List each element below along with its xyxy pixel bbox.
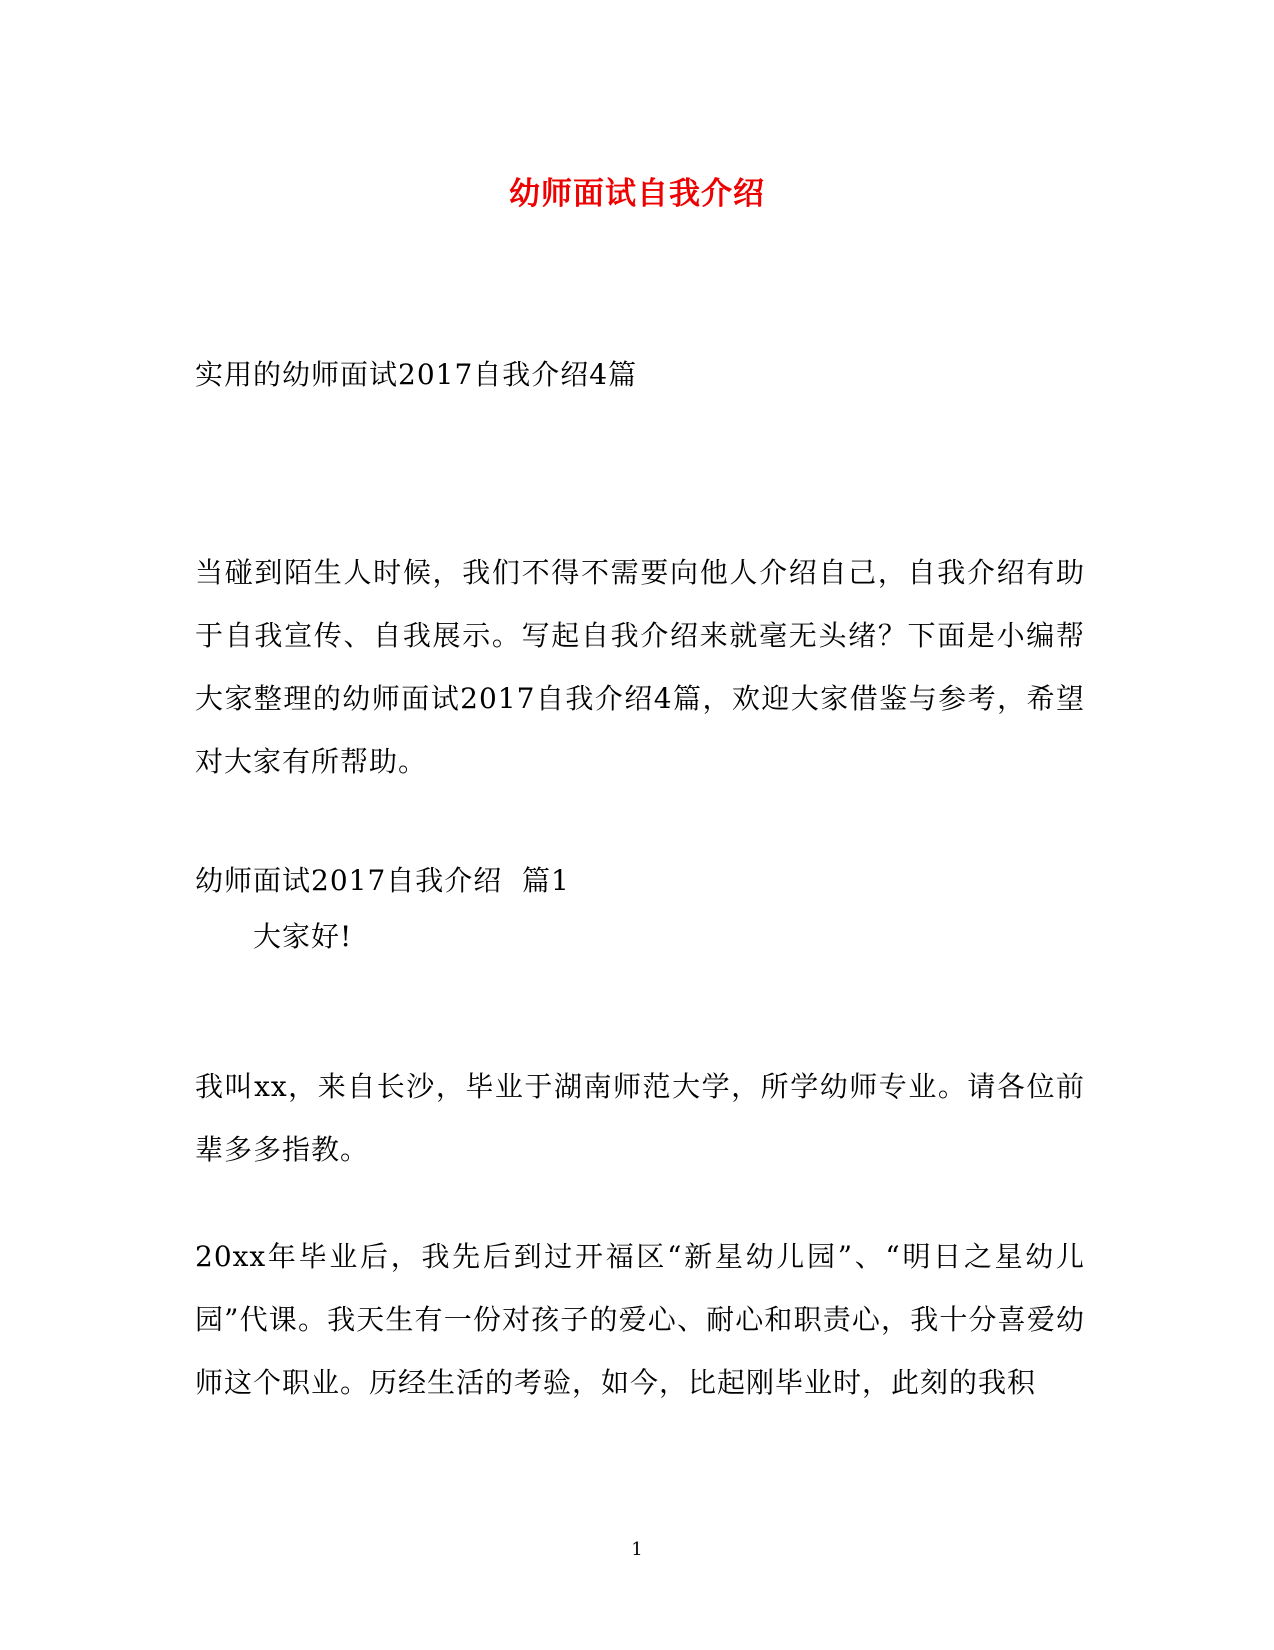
page-number: 1 (631, 1539, 643, 1560)
intro-paragraph: 当碰到陌生人时候，我们不得不需要向他人介绍自己，自我介绍有助于自我宣传、自我展示。写起自我介绍来就毫无头绪？下面是小编帮大家整理的幼师面试2017自我介绍4篇，欢迎大家借鉴与参考，希望对大家有所帮助。 (195, 556, 1085, 778)
paragraph-1: 我叫xx，来自长沙，毕业于湖南师范大学，所学幼师专业。请各位前辈多多指教。 (195, 1070, 1085, 1166)
document-subtitle: 实用的幼师面试2017自我介绍4篇 (195, 358, 638, 391)
greeting-text: 大家好! (253, 920, 353, 953)
document-title: 幼师面试自我介绍 (509, 176, 765, 212)
section-heading: 幼师面试2017自我介绍 篇1 (195, 864, 570, 897)
paragraph-2: 20xx年毕业后，我先后到过开福区“新星幼儿园”、“明日之星幼儿园”代课。我天生有一份对孩子的爱心、耐心和职责心，我十分喜爱幼师这个职业。历经生活的考验，如今，比起刚毕业时，此刻的我积 (195, 1240, 1085, 1399)
